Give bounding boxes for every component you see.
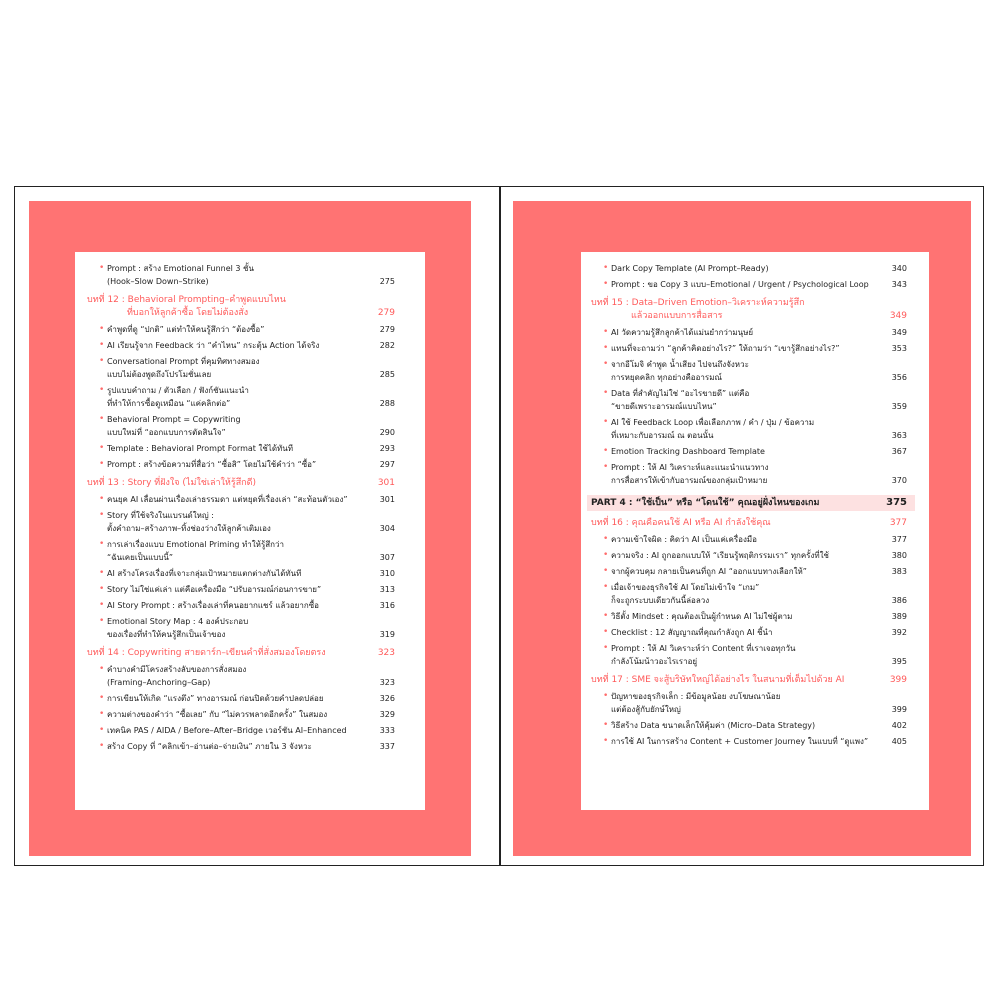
bullet-icon: • [99, 414, 105, 424]
toc-part-heading [587, 495, 915, 511]
toc-entry-text: Template : Behavioral Prompt Format ใช้ได้ทันที [107, 444, 294, 453]
toc-entry-text: Data ที่สำคัญไม่ใช่ “อะไรขายดี” แต่คือ [611, 389, 750, 398]
bullet-icon: • [99, 616, 105, 626]
toc-entry [83, 458, 403, 471]
toc-entry-text: ความเข้าใจผิด : คิดว่า AI เป็นแค่เครื่องมือ [611, 535, 757, 544]
toc-entry [83, 355, 403, 381]
toc-entry-text: บทที่ 17 : SME จะสู้บริษัทใหญ่ได้อย่างไร ในสนามที่เต็มไปด้วย AI [591, 675, 845, 685]
toc-entry-text: Prompt : ให้ AI วิเคราะห์และแนะนำแนวทาง [611, 463, 769, 472]
toc-entry-text: คนยุค AI เลื่อนผ่านเรื่องเล่าธรรมดา แต่หยุดที่เรื่องเล่า “สะท้อนตัวเอง” [107, 495, 348, 504]
toc-entry [587, 565, 915, 578]
toc-entry [83, 339, 403, 352]
toc-entry-text: สร้าง Copy ที่ “คลิกเข้า–อ่านต่อ–จ่ายเงิน” ภายใน 3 จังหวะ [107, 742, 312, 751]
toc-entry-text: Checklist : 12 สัญญาณที่คุณกำลังถูก AI ชี้นำ [611, 628, 773, 637]
bullet-icon: • [603, 279, 609, 289]
bullet-icon: • [603, 462, 609, 472]
toc-entry-text: เทคนิค PAS / AIDA / Before–After–Bridge เวอร์ชัน AI–Enhanced [107, 726, 347, 735]
bullet-icon: • [99, 568, 105, 578]
bullet-icon: • [99, 494, 105, 504]
toc-entry-text: วิธีตั้ง Mindset : คุณต้องเป็นผู้กำหนด AI ไม่ใช่ผู้ตาม [611, 612, 793, 621]
bullet-icon: • [603, 388, 609, 398]
bullet-icon: • [99, 664, 105, 674]
bullet-icon: • [603, 327, 609, 337]
page-number: 279 [379, 325, 395, 334]
toc-entry [587, 610, 915, 623]
page-number: 353 [891, 344, 907, 353]
toc-entry-text: การเขียนให้เกิด “แรงตึง” ทางอารมณ์ ก่อนปิดด้วยคำปลดปล่อย [107, 694, 324, 703]
bullet-icon: • [603, 343, 609, 353]
toc-entry-text: AI เรียนรู้จาก Feedback ว่า “คำไหน” กระตุ้น Action ได้จริง [107, 341, 320, 350]
page-number: 340 [891, 264, 907, 273]
page-number: 389 [891, 612, 907, 621]
toc-entry [587, 326, 915, 339]
page-number: 326 [379, 694, 395, 703]
toc-entry-text: Story ไม่ใช่แค่เล่า แต่คือเครื่องมือ “ปรับอารมณ์ก่อนการขาย” [107, 585, 322, 594]
toc-entry [587, 387, 915, 413]
bullet-icon: • [99, 443, 105, 453]
toc-entry [587, 342, 915, 355]
toc-entry-text: ปัญหาของธุรกิจเล็ก : มีข้อมูลน้อย งบโฆษณาน้อย [611, 692, 781, 701]
page-number: 370 [891, 476, 907, 485]
toc-entry [587, 416, 915, 442]
bullet-icon: • [99, 263, 105, 273]
bullet-icon: • [99, 584, 105, 594]
toc-entry [83, 583, 403, 596]
toc-entry [83, 615, 403, 641]
toc-entry-text: เมื่อเจ้าของธุรกิจใช้ AI โดยไม่เข้าใจ “เกม” [611, 583, 760, 592]
toc-entry-text: Dark Copy Template (AI Prompt–Ready) [611, 264, 769, 273]
toc-entry [83, 442, 403, 455]
bullet-icon: • [603, 263, 609, 273]
toc-entry-text: แบบใหม่ที่ “ออกแบบการตัดสินใจ” [107, 428, 226, 437]
bullet-icon: • [99, 539, 105, 549]
bullet-icon: • [603, 446, 609, 456]
bullet-icon: • [603, 691, 609, 701]
page-number: 337 [379, 742, 395, 751]
page-number: 363 [891, 431, 907, 440]
page-number: 333 [379, 726, 395, 735]
toc-entry-text: รูปแบบคำถาม / ตัวเลือก / ฟังก์ชันแนะนำ [107, 386, 249, 395]
toc-chapter-heading [83, 294, 403, 320]
toc-entry-text: แทนที่จะถามว่า “ลูกค้าคิดอย่างไร?” ให้ถามว่า “เขารู้สึกอย่างไร?” [611, 344, 840, 353]
toc-chapter-heading [587, 297, 915, 323]
toc-entry-text: บทที่ 13 : Story ที่ฝังใจ (ไม่ใช่เล่าให้รู้สึกดี) [87, 478, 256, 488]
toc-entry-text: AI Story Prompt : สร้างเรื่องเล่าที่คนอยากแชร์ แล้วอยากซื้อ [107, 601, 319, 610]
bullet-icon: • [603, 611, 609, 621]
bullet-icon: • [99, 459, 105, 469]
toc-entry [83, 413, 403, 439]
page-number: 288 [379, 399, 395, 408]
toc-entry-text: Emotion Tracking Dashboard Template [611, 447, 765, 456]
toc-entry-text: แต่ต้องสู้กับยักษ์ใหญ่ [611, 705, 681, 714]
toc-entry [83, 663, 403, 689]
toc-entry [83, 384, 403, 410]
toc-entry-text: กำลังโน้มน้าวอะไรเราอยู่ [611, 657, 698, 666]
right-page [581, 252, 929, 810]
toc-entry [587, 581, 915, 607]
bullet-icon: • [99, 356, 105, 366]
toc-entry [587, 735, 915, 748]
toc-entry-text: Conversational Prompt ที่คุมทิศทางสมอง [107, 357, 260, 366]
toc-entry-text: วิธีสร้าง Data ขนาดเล็กให้คุ้มค่า (Micro–Data Strategy) [611, 721, 816, 730]
page-number: 304 [379, 524, 395, 533]
page-number: 323 [379, 678, 395, 687]
toc-entry-text: ก็จะถูกระบบเดียวกันนี้ล่อลวง [611, 596, 710, 605]
toc-entry [83, 323, 403, 336]
toc-entry [83, 740, 403, 753]
bullet-icon: • [99, 340, 105, 350]
toc-entry [83, 692, 403, 705]
page-number: 356 [891, 373, 907, 382]
bullet-icon: • [603, 417, 609, 427]
toc-entry [587, 445, 915, 458]
toc-entry-text: จากผู้ควบคุม กลายเป็นคนที่ถูก AI “ออกแบบทางเลือกให้” [611, 567, 807, 576]
toc-entry [83, 567, 403, 580]
toc-entry-text: Story ที่ใช้จริงในแบรนด์ใหญ่ : [107, 511, 214, 520]
bullet-icon: • [603, 736, 609, 746]
page-number: 293 [379, 444, 395, 453]
page-number: 323 [377, 648, 395, 658]
toc-entry-text: จากอีโมจิ คำพูด น้ำเสียง ไปจนถึงจังหวะ [611, 360, 749, 369]
toc-entry [587, 549, 915, 562]
bullet-icon: • [99, 324, 105, 334]
toc-entry-text: การใช้ AI ในการสร้าง Content + Customer Journey ในแบบที่ “ดูแพง” [611, 737, 869, 746]
page-number: 282 [379, 341, 395, 350]
bullet-icon: • [99, 693, 105, 703]
page-number: 279 [377, 308, 395, 318]
bullet-icon: • [99, 741, 105, 751]
page-number: 319 [379, 630, 395, 639]
bullet-icon: • [99, 510, 105, 520]
page-number: 310 [379, 569, 395, 578]
toc-entry-text: ความจริง : AI ถูกออกแบบให้ “เรียนรู้พฤติกรรมเรา” ทุกครั้งที่ใช้ [611, 551, 829, 560]
bullet-icon: • [603, 534, 609, 544]
page-number: 349 [889, 311, 907, 321]
toc-entry [587, 262, 915, 275]
toc-entry [83, 538, 403, 564]
toc-entry-text: Prompt : ขอ Copy 3 แบบ–Emotional / Urgent / Psychological Loop [611, 280, 869, 289]
toc-entry [587, 461, 915, 487]
toc-entry-text: AI วัดความรู้สึกลูกค้าได้แม่นยำกว่ามนุษย์ [611, 328, 754, 337]
page-number: 399 [891, 705, 907, 714]
page-number: 375 [886, 497, 907, 508]
toc-entry-text: “ขายดีเพราะอารมณ์แบบไหน” [611, 402, 717, 411]
toc-entry-text: ที่เหมาะกับอารมณ์ ณ ตอนนั้น [611, 431, 714, 440]
bullet-icon: • [603, 720, 609, 730]
toc-entry [587, 719, 915, 732]
book-spine [499, 186, 501, 866]
toc-entry-text: (Hook–Slow Down–Strike) [107, 277, 209, 286]
bullet-icon: • [603, 582, 609, 592]
page-number: 316 [379, 601, 395, 610]
bullet-icon: • [603, 359, 609, 369]
toc-entry-text: Emotional Story Map : 4 องค์ประกอบ [107, 617, 249, 626]
toc-entry [587, 690, 915, 716]
toc-entry-text: บทที่ 14 : Copywriting สายดาร์ก–เขียนคำที่สั่งสมองโดยตรง [87, 648, 326, 658]
page-number: 313 [379, 585, 395, 594]
page-number: 343 [891, 280, 907, 289]
toc-entry-text: Prompt : สร้างข้อความที่สื่อว่า “ซื้อสิ” โดยไม่ใช้คำว่า “ซื้อ” [107, 460, 317, 469]
toc-entry-text: บทที่ 16 : คุณคือคนใช้ AI หรือ AI กำลังใช้คุณ [591, 518, 771, 528]
toc-entry [83, 724, 403, 737]
page-number: 383 [891, 567, 907, 576]
page-number: 367 [891, 447, 907, 456]
left-page [75, 252, 425, 810]
bullet-icon: • [603, 566, 609, 576]
toc-entry-text: แบบไม่ต้องพูดถึงโปรโมชั่นเลย [107, 370, 212, 379]
toc-entry-text: ความต่างของคำว่า “ซื้อเลย” กับ “ไม่ควรพลาดอีกครั้ง” ในสมอง [107, 710, 328, 719]
toc-entry-text: แล้วออกแบบการสื่อสาร [631, 311, 723, 321]
toc-entry-text: การหยุดคลิก ทุกอย่างคืออารมณ์ [611, 373, 722, 382]
page-number: 301 [379, 495, 395, 504]
toc-entry-text: AI สร้างโครงเรื่องที่เจาะกลุ่มเป้าหมายแตกต่างกันได้ทันที [107, 569, 302, 578]
page-number: 290 [379, 428, 395, 437]
toc-entry-text: การเล่าเรื่องแบบ Emotional Priming ทำให้รู้สึกว่า [107, 540, 284, 549]
right-table-of-contents [587, 262, 915, 751]
bullet-icon: • [99, 385, 105, 395]
page-number: 392 [891, 628, 907, 637]
page-number: 329 [379, 710, 395, 719]
bullet-icon: • [603, 643, 609, 653]
page-number: 297 [379, 460, 395, 469]
toc-entry-text: ของเรื่องที่ทำให้คนรู้สึกเป็นเจ้าของ [107, 630, 226, 639]
toc-chapter-heading [83, 647, 403, 660]
toc-entry [587, 642, 915, 668]
toc-entry-text: บทที่ 15 : Data–Driven Emotion–วิเคราะห์ความรู้สึก [591, 298, 805, 308]
page-number: 395 [891, 657, 907, 666]
page-number: 349 [891, 328, 907, 337]
page-number: 380 [891, 551, 907, 560]
toc-entry [83, 509, 403, 535]
page-number: 386 [891, 596, 907, 605]
toc-entry [83, 493, 403, 506]
bullet-icon: • [603, 627, 609, 637]
toc-entry [587, 533, 915, 546]
bullet-icon: • [99, 725, 105, 735]
bullet-icon: • [99, 600, 105, 610]
toc-entry-text: ตั้งคำถาม–สร้างภาพ–ทิ้งช่องว่างให้ลูกค้าเติมเอง [107, 524, 271, 533]
toc-entry-text: Behavioral Prompt = Copywriting [107, 415, 241, 424]
page-number: 359 [891, 402, 907, 411]
toc-entry-text: บทที่ 12 : Behavioral Prompting–คำพูดแบบไหน [87, 295, 286, 305]
toc-entry-text: Prompt : สร้าง Emotional Funnel 3 ชั้น [107, 264, 254, 273]
page-number: 399 [889, 675, 907, 685]
toc-entry-text: Prompt : ให้ AI วิเคราะห์ว่า Content ที่เราเจอทุกวัน [611, 644, 796, 653]
page-number: 275 [379, 277, 395, 286]
page-number: 405 [891, 737, 907, 746]
page-number: 377 [891, 535, 907, 544]
toc-entry [83, 599, 403, 612]
toc-entry-text: “ฉันเคยเป็นแบบนี้” [107, 553, 174, 562]
toc-entry [587, 358, 915, 384]
toc-entry-text: การสื่อสารให้เข้ากับอารมณ์ของกลุ่มเป้าหมาย [611, 476, 768, 485]
left-table-of-contents [83, 262, 403, 756]
toc-entry-text: คำบางคำมีโครงสร้างลับของการสั่งสมอง [107, 665, 247, 674]
toc-entry [83, 262, 403, 288]
toc-entry [587, 278, 915, 291]
toc-chapter-heading [83, 477, 403, 490]
toc-entry [83, 708, 403, 721]
toc-entry-text: ที่บอกให้ลูกค้าซื้อ โดยไม่ต้องสั่ง [127, 308, 249, 318]
page-number: 285 [379, 370, 395, 379]
page-number: 301 [377, 478, 395, 488]
page-number: 402 [891, 721, 907, 730]
toc-entry-text: (Framing–Anchoring–Gap) [107, 678, 211, 687]
toc-chapter-heading [587, 674, 915, 687]
page-number: 377 [889, 518, 907, 528]
page-number: 307 [379, 553, 395, 562]
toc-chapter-heading [587, 517, 915, 530]
toc-entry [587, 626, 915, 639]
toc-entry-text: PART 4 : “ใช้เป็น” หรือ “โดนใช้” คุณอยู่ฝั่งไหนของเกม [591, 498, 820, 508]
toc-entry-text: AI ใช้ Feedback Loop เพื่อเลือกภาพ / คำ / ปุ่ม / ข้อความ [611, 418, 815, 427]
bullet-icon: • [99, 709, 105, 719]
toc-entry-text: ที่ทำให้การซื้อดูเหมือน “แค่คลิกต่อ” [107, 399, 231, 408]
bullet-icon: • [603, 550, 609, 560]
toc-entry-text: คำพูดที่ดู “ปกติ” แต่ทำให้คนรู้สึกว่า “ต้องซื้อ” [107, 325, 265, 334]
